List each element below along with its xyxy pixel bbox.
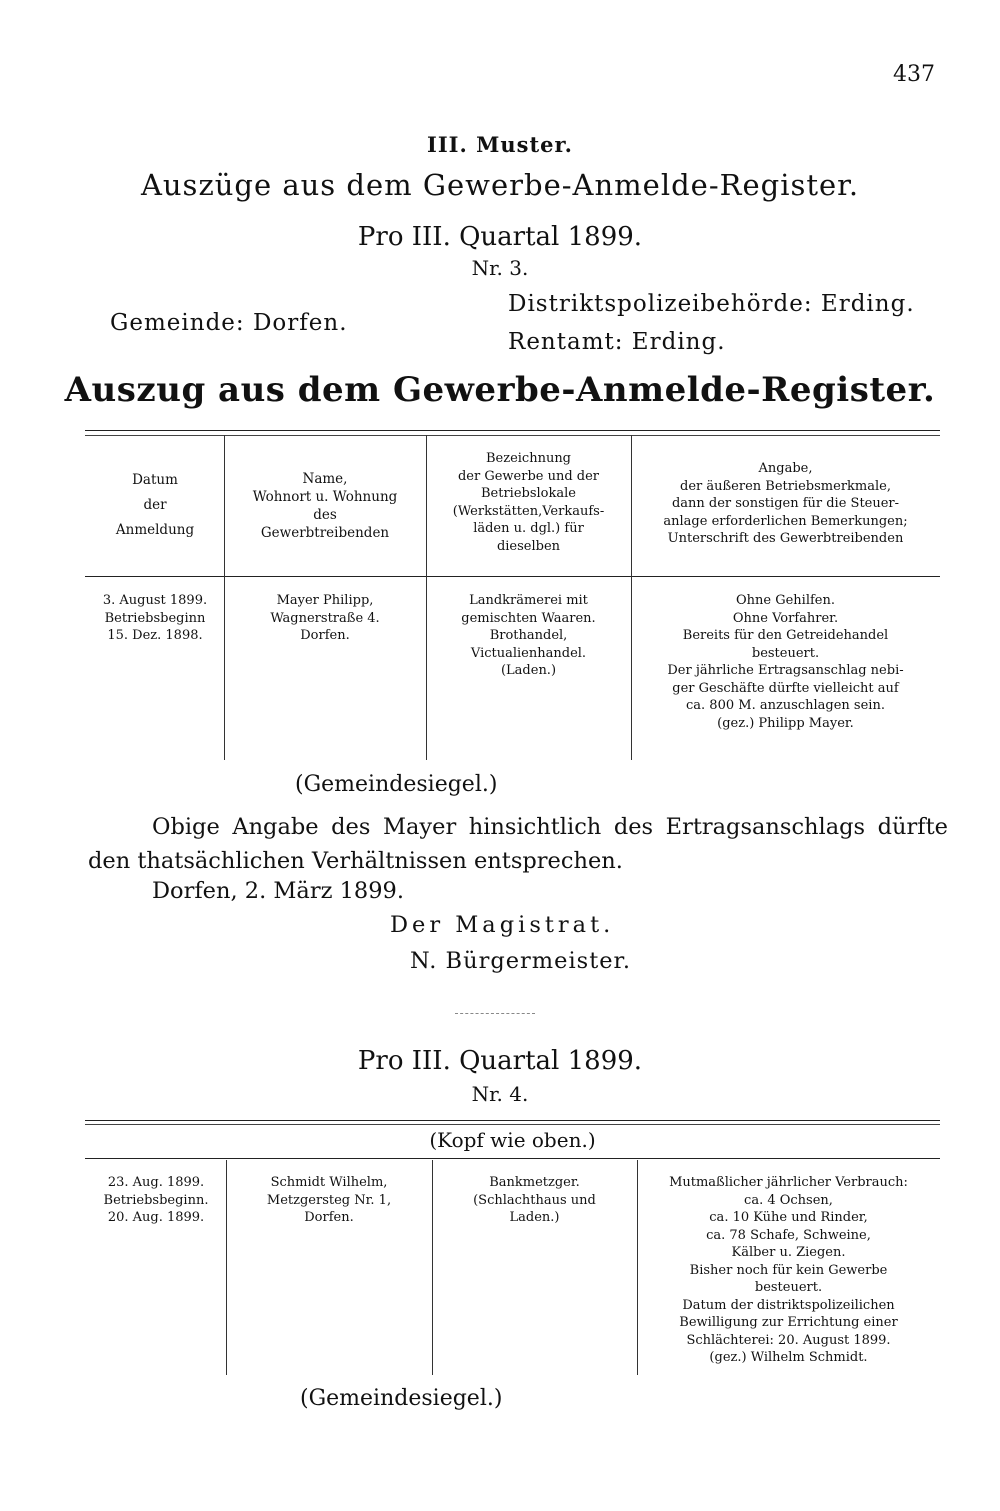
table-top-rule-inner bbox=[85, 1124, 940, 1125]
municipal-seal-2: (Gemeindesiegel.) bbox=[300, 1386, 503, 1411]
header-name bbox=[224, 470, 426, 542]
district-authority: Distriktspolizeibehörde: Erding. bbox=[508, 291, 915, 317]
header-text: dieselben bbox=[496, 538, 561, 554]
header-text: Wohnort u. Wohnung bbox=[252, 489, 398, 505]
register-title: Auszug aus dem Gewerbe-Anmelde-Register. bbox=[64, 370, 936, 410]
page-number: 437 bbox=[893, 62, 935, 87]
header-text: Name, bbox=[302, 471, 348, 487]
header-text: anlage erforderlichen Bemerkungen; bbox=[663, 513, 908, 529]
section-label: III. Muster. bbox=[427, 132, 573, 157]
row2-trade: Bankmetzger. (Schlachthaus und Laden.) bbox=[473, 1175, 596, 1225]
municipal-seal-1: (Gemeindesiegel.) bbox=[295, 772, 498, 797]
statement-paragraph bbox=[88, 810, 948, 878]
signer: N. Bürgermeister. bbox=[410, 948, 631, 974]
header-text: Bezeichnung bbox=[485, 451, 572, 466]
table-top-rule bbox=[85, 430, 940, 431]
header-date bbox=[86, 468, 224, 543]
statement-line-1: Obige Angabe des Mayer hinsichtlich des Ertragsanschlags dürfte bbox=[152, 814, 948, 840]
header-text: Gewerbtreibenden bbox=[260, 525, 390, 541]
place-date: Dorfen, 2. März 1899. bbox=[152, 878, 405, 904]
rentamt: Rentamt: Erding. bbox=[508, 329, 726, 355]
header-text: (Werkstätten,Verkaufs- bbox=[452, 503, 605, 519]
header-text: der Gewerbe und der bbox=[457, 468, 600, 484]
row1-remarks: Ohne Gehilfen. Ohne Vorfahrer. Bereits für den Getreidehandel besteuert. Der jährliche Ertragsanschlag nebi- ger Geschäfte dürfte vielleicht auf ca. 800 M. anzuschlagen sein. (gez.) Philipp Mayer. bbox=[667, 593, 904, 731]
entry1-quarter: Pro III. Quartal 1899. bbox=[357, 222, 643, 252]
header-text: Angabe, bbox=[758, 461, 813, 476]
row1-trade: Landkrämerei mit gemischten Waaren. Brothandel, Victualienhandel. (Laden.) bbox=[461, 593, 596, 678]
header-remarks bbox=[631, 460, 940, 548]
gemeinde: Gemeinde: Dorfen. bbox=[110, 310, 348, 336]
header-bottom-rule bbox=[85, 576, 940, 577]
row2-date: 23. Aug. 1899. Betriebsbeginn. 20. Aug. 1899. bbox=[103, 1175, 209, 1225]
header-note: (Kopf wie oben.) bbox=[429, 1128, 596, 1152]
table-top-rule-inner bbox=[85, 435, 940, 436]
header-text: der bbox=[143, 497, 167, 513]
separator-line bbox=[455, 1013, 535, 1014]
header-bottom-rule bbox=[85, 1158, 940, 1159]
header-text: Anmeldung bbox=[115, 522, 195, 538]
row1-name: Mayer Philipp, Wagnerstraße 4. Dorfen. bbox=[270, 593, 380, 643]
header-text: Unterschrift des Gewerbtreibenden bbox=[667, 531, 904, 546]
header-text: dann der sonstigen für die Steuer- bbox=[671, 496, 900, 511]
main-title: Auszüge aus dem Gewerbe-Anmelde-Register. bbox=[140, 168, 860, 202]
statement-line-2: den thatsächlichen Verhältnissen entsprechen. bbox=[88, 848, 623, 874]
entry2-number: Nr. 4. bbox=[471, 1082, 529, 1106]
header-text: des bbox=[313, 507, 337, 523]
header-text: läden u. dgl.) für bbox=[473, 521, 584, 536]
header-text: Datum bbox=[132, 472, 178, 488]
table-top-rule bbox=[85, 1120, 940, 1121]
authority: Der Magistrat. bbox=[390, 912, 615, 938]
row2-name: Schmidt Wilhelm, Metzgersteg Nr. 1, Dorfen. bbox=[266, 1175, 392, 1225]
row2-remarks: Mutmaßlicher jährlicher Verbrauch: ca. 4 Ochsen, ca. 10 Kühe und Rinder, ca. 78 Schafe, Schweine, Kälber u. Ziegen. Bisher noch für kein Gewerbe besteuert. Datum der distriktspolizeilichen Bewilligung zur Errichtung einer Schlächterei: 20. August 1899. (gez.) Wilhelm Schmidt. bbox=[669, 1175, 908, 1365]
entry2-quarter: Pro III. Quartal 1899. bbox=[357, 1046, 643, 1076]
row1-date: 3. August 1899. Betriebsbeginn 15. Dez. 1898. bbox=[102, 593, 208, 643]
header-text: Betriebslokale bbox=[481, 486, 576, 501]
header-trade bbox=[426, 450, 631, 555]
entry1-number: Nr. 3. bbox=[471, 256, 529, 280]
header-text: der äußeren Betriebsmerkmale, bbox=[680, 478, 891, 494]
